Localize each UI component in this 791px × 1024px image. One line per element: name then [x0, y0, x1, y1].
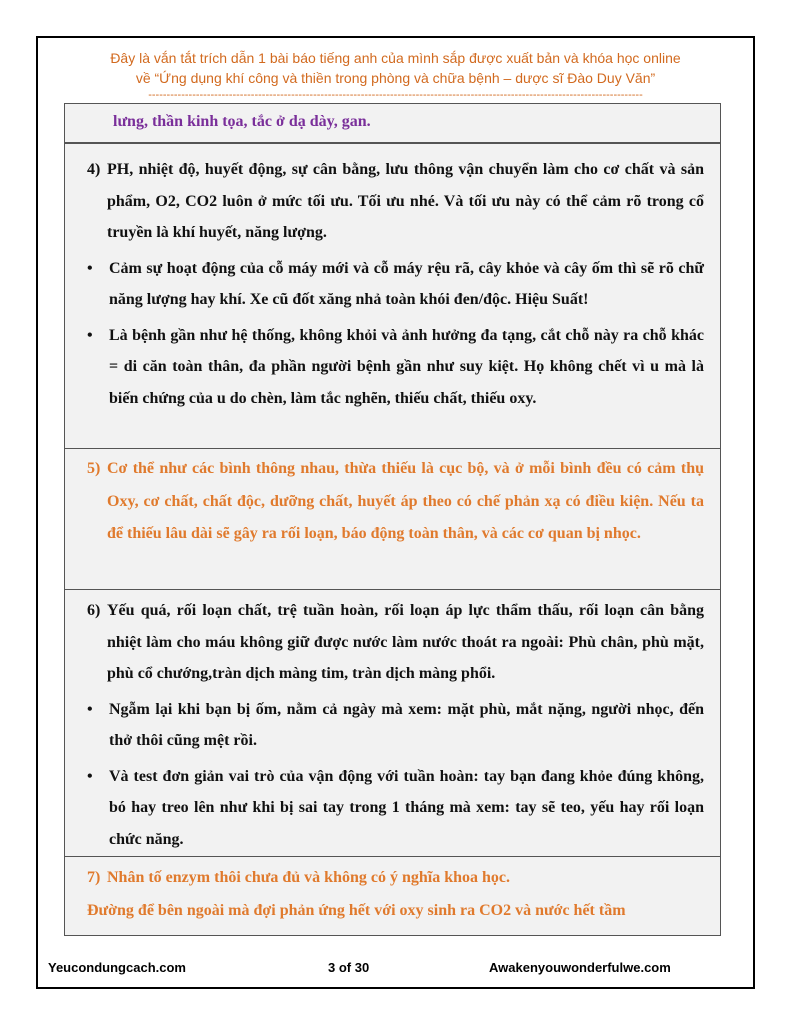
footer-left-site: Yeucondungcach.com [48, 960, 186, 975]
bullet-icon: • [87, 700, 93, 718]
bullet-text: Cảm sự hoạt động của cỗ máy mới và cỗ máy rệu rã, cây khỏe và cây ốm thì sẽ rõ chữ năng lượng hay khí. Xe cũ đốt xăng nhả toàn khói đen/độc. Hiệu Suất! [109, 259, 704, 308]
content-box-continuation [64, 103, 721, 143]
item-number: 4) [87, 161, 101, 178]
bullet-item [87, 320, 704, 415]
item-number: 5) [87, 460, 101, 477]
bullet-text: Và test đơn giản vai trò của vận động với tuần hoàn: tay bạn đang khỏe đúng không, bó hay treo lên như khi bị sai tay trong 1 tháng mà xem: tay sẽ teo, yếu hay rối loạn chức năng. [109, 767, 704, 848]
item-7 [87, 863, 704, 893]
item-7-paragraph: Đường để bên ngoài mà đợi phản ứng hết với oxy sinh ra CO2 và nước hết tầm [87, 902, 626, 919]
bullet-text: Ngẫm lại khi bạn bị ốm, nằm cả ngày mà xem: mặt phù, mắt nặng, người nhọc, đến thở thôi cũng mệt rồi. [109, 700, 704, 749]
footer-right-site: Awakenyouwonderfulwe.com [489, 960, 671, 975]
page-header [40, 48, 751, 102]
continuation-text: lưng, thần kinh tọa, tắc ở dạ dày, gan. [113, 113, 371, 130]
content-box-item-6 [64, 589, 721, 857]
item-number: 7) [87, 869, 101, 886]
bullet-icon: • [87, 326, 93, 344]
content-box-item-5 [64, 448, 721, 590]
bullet-text: Là bệnh gần như hệ thống, không khỏi và ảnh hưởng đa tạng, cắt chỗ này ra chỗ khác = di căn toàn thân, đa phần người bệnh gần như suy kiệt. Họ không chết vì u mà là biến chứng của u do chèn, làm tắc nghẽn, thiếu chất, thiếu oxy. [109, 326, 704, 407]
item-text: PH, nhiệt độ, huyết động, sự cân bằng, lưu thông vận chuyển làm cho cơ chất và sản phẩm, O2, CO2 luôn ở mức tối ưu. Tối ưu nhé. Và tối ưu này có thể cảm rõ trong cổ truyền là khí huyết, năng lượng. [107, 161, 704, 241]
item-text: Nhân tố enzym thôi chưa đủ và không có ý nghĩa khoa học. [107, 869, 511, 886]
bullet-item [87, 761, 704, 856]
item-5 [87, 453, 704, 551]
bullet-item [87, 694, 704, 757]
item-number: 6) [87, 602, 101, 619]
item-6 [87, 595, 704, 690]
bullet-icon: • [87, 259, 93, 277]
item-text: Yếu quá, rối loạn chất, trệ tuần hoàn, rối loạn áp lực thẩm thấu, rối loạn cân bằng nhiệt làm cho máu không giữ được nước làm nước thoát ra ngoài: Phù chân, phù mặt, phù cổ chướng,tràn dịch màng tim, tràn dịch màng phổi. [107, 602, 704, 682]
bullet-icon: • [87, 767, 93, 785]
bullet-item [87, 253, 704, 316]
page-number: 3 of 30 [328, 960, 370, 975]
item-4 [87, 154, 704, 249]
header-divider: --------------------------------------------------------------------------------------------------------------------------------------- [148, 89, 643, 101]
content-box-item-4 [64, 143, 721, 449]
content-box-item-7 [64, 856, 721, 936]
header-line-2: về “Ứng dụng khí công và thiền trong phòng và chữa bệnh – dược sĩ Đào Duy Văn” [135, 70, 656, 86]
item-text: Cơ thể như các bình thông nhau, thừa thiếu là cục bộ, và ở mỗi bình đều có cảm thụ Oxy, cơ chất, chất độc, dưỡng chất, huyết áp theo có chế phản xạ có điều kiện. Nếu ta để thiếu lâu dài sẽ gây ra rối loạn, báo động toàn thân, và các cơ quan bị nhọc. [107, 460, 704, 542]
header-line-1: Đây là vắn tắt trích dẫn 1 bài báo tiếng anh của mình sắp được xuất bản và khóa học online [110, 50, 681, 66]
